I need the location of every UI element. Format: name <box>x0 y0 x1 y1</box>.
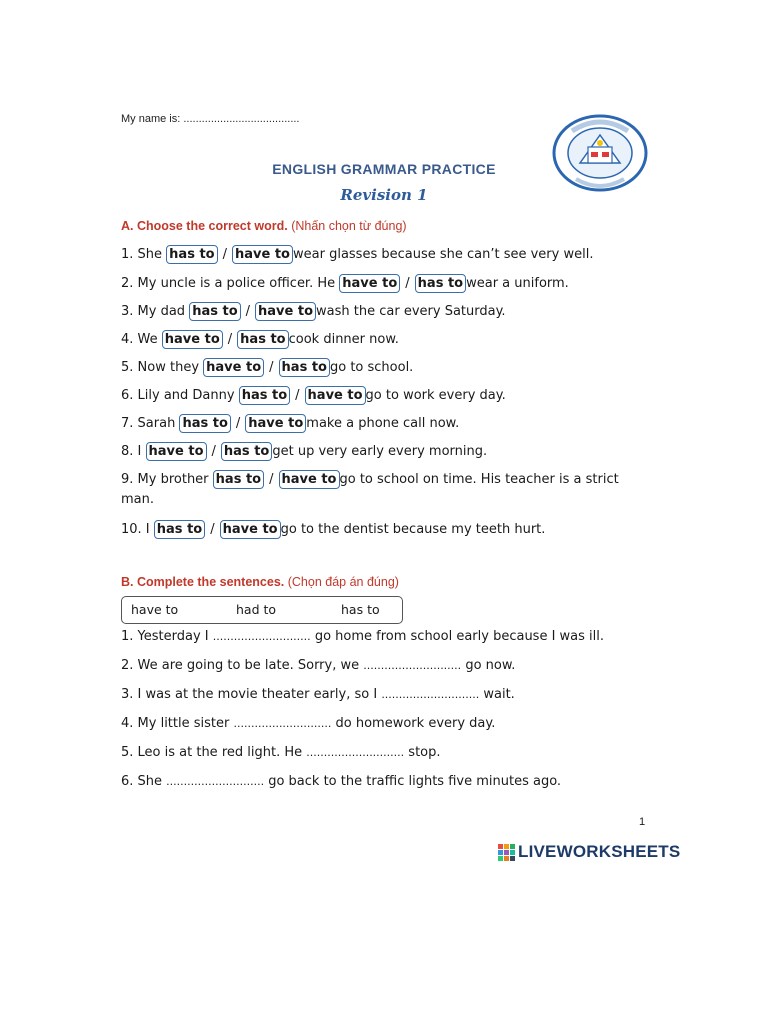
item-remainder: go now. <box>465 658 516 673</box>
option-button[interactable]: have to <box>162 330 223 349</box>
item-prompt: 2. We are going to be late. Sorry, we <box>121 658 360 673</box>
item-prompt: 3. My dad <box>121 304 186 319</box>
blank-input[interactable]: ............................ <box>166 775 265 788</box>
item-prompt: 6. Lily and Danny <box>121 388 235 403</box>
section-b-item <box>121 716 495 732</box>
option-button[interactable]: has to <box>154 520 205 539</box>
word-bank-item: had to <box>236 602 277 617</box>
item-remainder: wash the car every Saturday. <box>316 304 506 319</box>
section-b-title: B. Complete the sentences. <box>121 575 285 589</box>
option-button[interactable]: has to <box>179 414 230 433</box>
section-a-heading <box>121 219 407 233</box>
item-remainder: get up very early every morning. <box>272 444 488 459</box>
option-button[interactable]: have to <box>305 386 366 405</box>
option-separator: / <box>269 472 274 487</box>
section-b-item <box>121 687 515 703</box>
item-remainder: go to work every day. <box>365 388 506 403</box>
option-separator: / <box>222 247 227 262</box>
liveworksheets-brand: LIVEWORKSHEETS <box>518 842 681 861</box>
section-b-instruction: (Chọn đáp án đúng) <box>287 575 399 589</box>
item-remainder: go to school on time. His teacher is a strict <box>339 472 619 487</box>
section-a-item <box>121 358 413 377</box>
option-separator: / <box>210 522 215 537</box>
option-button[interactable]: have to <box>245 414 306 433</box>
word-bank <box>121 596 403 624</box>
page-number: 1 <box>639 816 646 828</box>
option-button[interactable]: has to <box>189 302 240 321</box>
section-a-item <box>121 442 487 461</box>
option-separator: / <box>269 360 274 375</box>
option-button[interactable]: has to <box>237 330 288 349</box>
option-separator: / <box>235 416 241 431</box>
blank-input[interactable]: ............................ <box>212 630 311 643</box>
option-separator: / <box>405 276 410 291</box>
option-button[interactable]: have to <box>220 520 281 539</box>
section-a-item <box>121 520 545 539</box>
option-separator: / <box>295 388 300 403</box>
item-prompt: 1. Yesterday I <box>121 629 209 644</box>
item-prompt: 7. Sarah <box>121 416 176 431</box>
blank-input[interactable]: ............................ <box>363 659 462 672</box>
section-b-item <box>121 629 604 645</box>
word-bank-item: have to <box>131 602 179 617</box>
option-button[interactable]: have to <box>279 470 340 489</box>
section-a-title: A. Choose the correct word. <box>121 219 288 233</box>
section-a-item <box>121 274 569 293</box>
blank-input[interactable]: ............................ <box>306 746 405 759</box>
item-remainder: make a phone call now. <box>306 416 460 431</box>
option-button[interactable]: has to <box>213 470 264 489</box>
item-prompt: 6. She <box>121 774 163 789</box>
section-a-item <box>121 414 459 433</box>
page-title: ENGLISH GRAMMAR PRACTICE <box>272 161 496 177</box>
option-button[interactable]: has to <box>239 386 290 405</box>
option-separator: / <box>245 304 251 319</box>
item-remainder: go to school. <box>329 360 414 375</box>
item-remainder: go back to the traffic lights five minutes ago. <box>268 774 562 789</box>
option-button[interactable]: have to <box>232 245 293 264</box>
section-a-item <box>121 470 619 489</box>
section-a-instruction: (Nhấn chọn từ đúng) <box>291 219 407 233</box>
item-remainder: stop. <box>408 745 441 760</box>
item-remainder: wear a uniform. <box>466 276 569 291</box>
item-prompt: 8. I <box>121 444 142 459</box>
item-remainder: wear glasses because she can’t see very well. <box>293 247 594 262</box>
item-remainder: do homework every day. <box>335 716 496 731</box>
item-prompt: 1. She <box>121 247 163 262</box>
item-remainder: go to the dentist because my teeth hurt. <box>280 522 546 537</box>
section-a-item <box>121 302 506 321</box>
page-subtitle: Revision 1 <box>340 186 428 204</box>
section-b-item <box>121 774 561 790</box>
option-button[interactable]: have to <box>339 274 400 293</box>
section-a-item <box>121 330 399 349</box>
option-separator: / <box>227 332 233 347</box>
item-prompt: 4. My little sister <box>121 716 230 731</box>
liveworksheets-logo-icon <box>498 841 516 863</box>
section-a-item <box>121 245 593 264</box>
item-remainder: wait. <box>483 687 515 702</box>
item-prompt: 2. My uncle is a police officer. He <box>121 276 336 291</box>
option-button[interactable]: have to <box>146 442 207 461</box>
option-button[interactable]: have to <box>255 302 316 321</box>
item-remainder: go home from school early because I was ill. <box>314 629 605 644</box>
blank-input[interactable]: ............................ <box>381 688 480 701</box>
section-a-item-continuation: man. <box>121 492 155 507</box>
section-b-item <box>121 745 441 761</box>
word-bank-item: has to <box>341 602 380 617</box>
option-button[interactable]: have to <box>203 358 264 377</box>
section-b-item <box>121 658 515 674</box>
option-button[interactable]: has to <box>415 274 466 293</box>
blank-input[interactable]: ............................ <box>233 717 332 730</box>
option-separator: / <box>211 444 216 459</box>
option-button[interactable]: has to <box>221 442 272 461</box>
option-button[interactable]: has to <box>279 358 330 377</box>
item-remainder: cook dinner now. <box>288 332 399 347</box>
school-logo <box>550 113 650 193</box>
name-line: My name is: ...................................... <box>121 113 300 125</box>
item-prompt: 5. Leo is at the red light. He <box>121 745 303 760</box>
item-prompt: 4. We <box>121 332 158 347</box>
item-prompt: 10. I <box>121 522 150 537</box>
item-prompt: 9. My brother <box>121 472 209 487</box>
section-a-item <box>121 386 506 405</box>
item-prompt: 3. I was at the movie theater early, so I <box>121 687 378 702</box>
option-button[interactable]: has to <box>166 245 217 264</box>
section-b-heading <box>121 575 399 589</box>
item-prompt: 5. Now they <box>121 360 200 375</box>
